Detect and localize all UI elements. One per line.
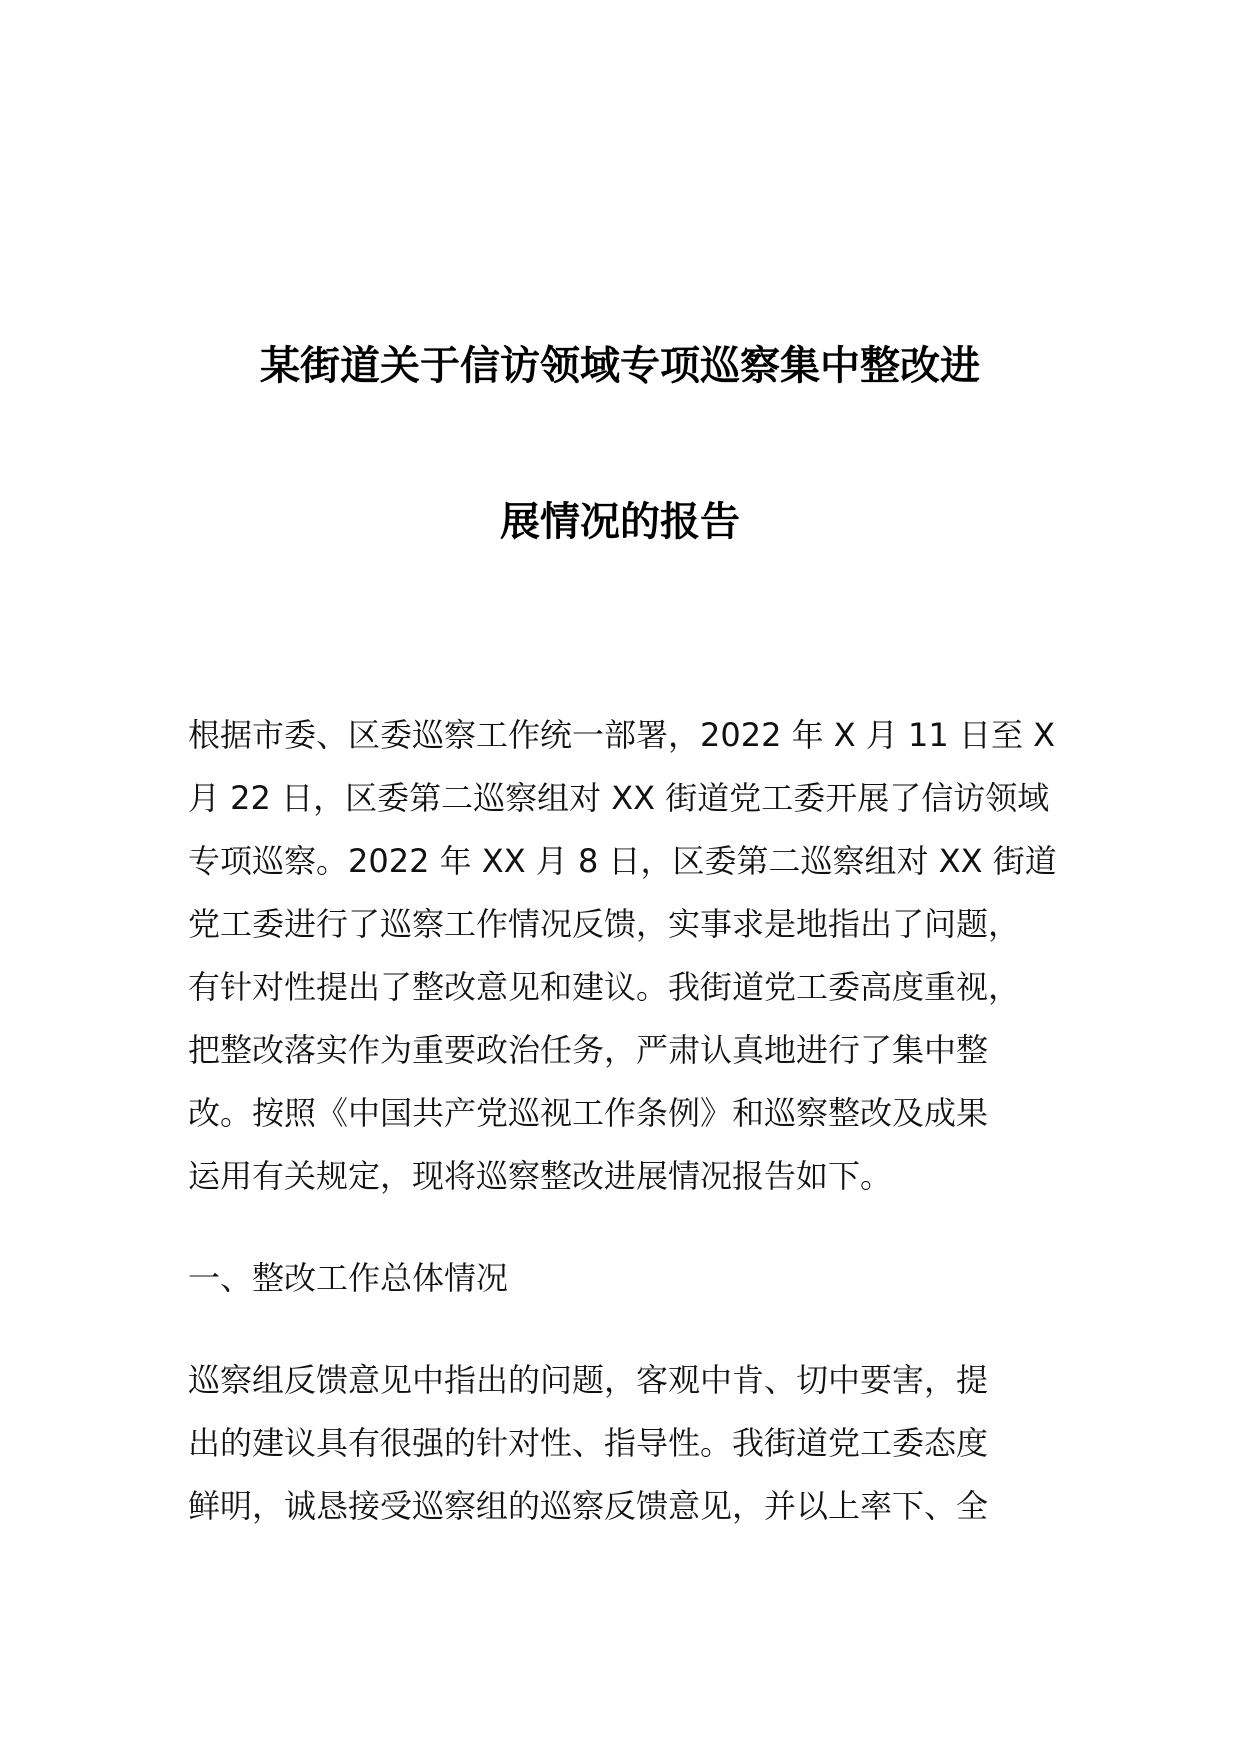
intro-paragraph-line: 有针对性提出了整改意见和建议。我街道党工委高度重视，	[188, 968, 1021, 1006]
document-title-line-2: 展情况的报告	[500, 499, 740, 545]
document-title-line-1: 某街道关于信访领域专项巡察集中整改进	[260, 343, 980, 389]
section-heading: 一、整改工作总体情况	[188, 1259, 509, 1297]
section-paragraph-line: 巡察组反馈意见中指出的问题，客观中肯、切中要害，提	[188, 1361, 989, 1399]
intro-paragraph-line: 改。按照《中国共产党巡视工作条例》和巡察整改及成果	[188, 1094, 989, 1132]
intro-paragraph-line: 运用有关规定，现将巡察整改进展情况报告如下。	[188, 1157, 893, 1195]
section-paragraph-line: 鲜明，诚恳接受巡察组的巡察反馈意见，并以上率下、全	[188, 1487, 989, 1525]
intro-paragraph-line: 把整改落实作为重要政治任务，严肃认真地进行了集中整	[188, 1031, 989, 1069]
intro-paragraph-line: 月 22 日，区委第二巡察组对 XX 街道党工委开展了信访领域	[188, 779, 1050, 817]
intro-paragraph-line: 专项巡察。2022 年 XX 月 8 日，区委第二巡察组对 XX 街道	[188, 842, 1057, 880]
section-paragraph-line: 出的建议具有很强的针对性、指导性。我街道党工委态度	[188, 1424, 989, 1462]
intro-paragraph-line: 党工委进行了巡察工作情况反馈，实事求是地指出了问题，	[188, 905, 1021, 943]
intro-paragraph-line: 根据市委、区委巡察工作统一部署，2022 年 X 月 11 日至 X	[188, 716, 1056, 754]
